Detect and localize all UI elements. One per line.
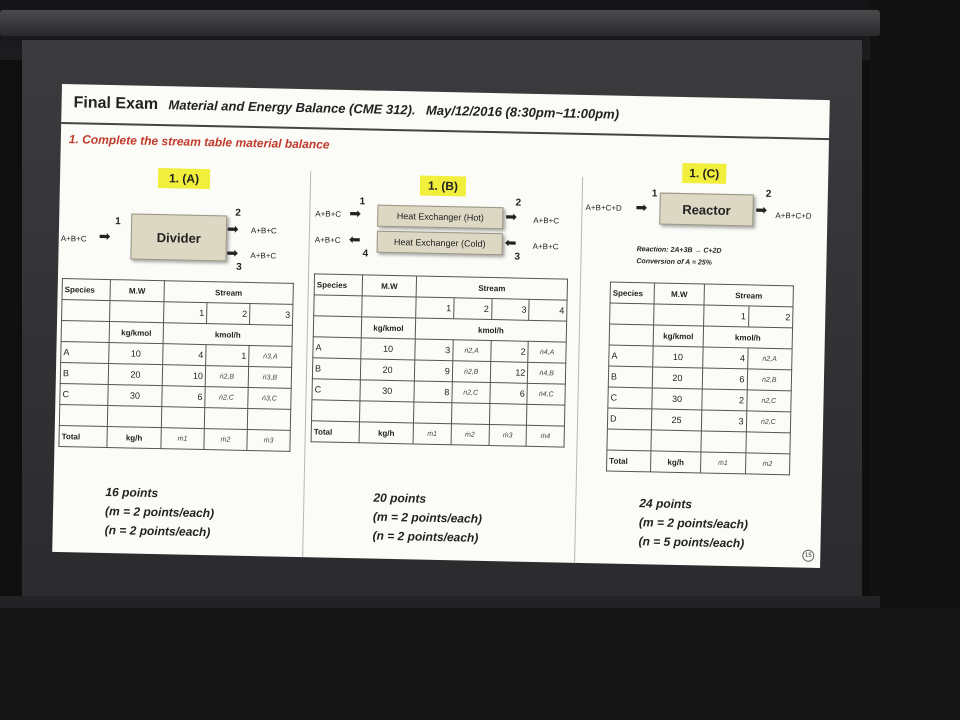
table-cell	[413, 402, 451, 424]
divider-stream-1-number: 1	[115, 216, 121, 228]
exam-date: May/12/2016 (8:30pm~11:00pm)	[425, 102, 620, 122]
reactor-stream-2-number: 2	[765, 188, 772, 200]
mass-flow-cell: ṁ1	[161, 428, 204, 450]
points-m-rule: (m = 2 points/each)	[372, 509, 483, 526]
table-cell	[314, 295, 362, 317]
mass-flow-cell: ṁ2	[204, 429, 247, 451]
mass-flow-cell: ṁ1	[413, 423, 451, 445]
heat-exchanger-hot-box: Heat Exchanger (Hot)	[377, 205, 503, 230]
stream-number-header: 1	[416, 297, 454, 319]
total-row	[59, 426, 290, 452]
unknown-flow-cell: ṅ2,B	[747, 369, 792, 391]
projector-screen-bottom-bar	[0, 596, 880, 608]
mw-unit: kg/kmol	[361, 317, 415, 339]
stream-header: Stream	[164, 281, 293, 305]
unknown-flow-cell: ṅ2,A	[453, 340, 491, 362]
unknown-flow-cell: ṅ4,A	[528, 341, 566, 363]
exam-title: Final Exam	[73, 94, 159, 114]
points-m-rule: (m = 2 points/each)	[104, 503, 215, 521]
species-cell: A	[61, 342, 109, 364]
stream-number-header: 2	[207, 303, 250, 325]
species-header: Species	[314, 274, 362, 296]
unknown-flow-cell: ṅ2,A	[747, 348, 792, 370]
species-cell: B	[312, 358, 360, 380]
heat-exchanger-cold-box: Heat Exchanger (Cold)	[377, 231, 503, 256]
table-cell	[247, 408, 290, 430]
hx-inlet-3-arrow: ⬅	[504, 234, 517, 251]
divider-out2-label: A+B+C	[250, 225, 277, 236]
part-c-points	[638, 494, 748, 553]
table-cell	[745, 432, 790, 454]
table-cell	[110, 301, 164, 323]
points-n-rule: (n = 5 points/each)	[638, 534, 745, 551]
table-cell	[204, 408, 247, 430]
hx-stream-4-number: 4	[362, 248, 369, 260]
stream-number-header: 3	[491, 299, 529, 321]
hx-inlet-1-label: A+B+C	[315, 209, 342, 219]
conversion-note: Conversion of A = 25%	[636, 258, 712, 267]
flow-cell: 2	[490, 341, 528, 363]
flow-cell: 6	[162, 386, 205, 408]
mw-cell: 20	[108, 364, 162, 386]
divider-stream-3-number: 3	[236, 261, 242, 273]
stream-table-c	[606, 282, 794, 476]
table-cell	[312, 400, 360, 422]
stream-number-header: 2	[453, 298, 491, 320]
hx-stream-3-number: 3	[514, 251, 521, 263]
mw-unit: kg/kmol	[653, 325, 703, 347]
reactor-outlet-label: A+B+C+D	[775, 210, 812, 221]
total-row	[607, 450, 790, 475]
flow-unit: kmol/h	[415, 318, 566, 342]
table-cell	[359, 401, 413, 423]
hx-stream-2-number: 2	[515, 197, 522, 209]
unknown-flow-cell: ṅ2,C	[746, 411, 791, 433]
mass-flow-cell: ṁ2	[745, 453, 790, 475]
divider-unit-box: Divider	[130, 213, 227, 261]
hx-inlet-3-label: A+B+C	[532, 241, 559, 252]
points-total: 20 points	[373, 490, 427, 506]
total-header: Total	[607, 450, 651, 472]
mw-cell: 20	[652, 367, 702, 389]
mw-cell: 10	[361, 338, 415, 360]
slide-number-badge: 15	[802, 550, 814, 562]
points-n-rule: (n = 2 points/each)	[104, 522, 211, 540]
hx-outlet-4-arrow: ⬅	[348, 231, 361, 248]
flow-cell: 3	[701, 410, 746, 432]
table-cell	[161, 407, 204, 429]
divider-feed-label: A+B+C	[60, 234, 87, 244]
table-cell	[62, 300, 110, 322]
mw-cell: 30	[652, 388, 702, 410]
flow-cell: 9	[414, 360, 452, 382]
stream-table-a	[58, 278, 293, 452]
part-a-tag: 1. (A)	[158, 168, 210, 189]
reaction-equation: Reaction: 2A+3B → C+2D	[636, 246, 722, 255]
unknown-flow-cell: ṅ2,B	[205, 366, 248, 388]
table-cell	[489, 404, 527, 426]
flow-cell: 3	[415, 339, 453, 361]
mass-flow-cell: ṁ1	[700, 452, 745, 474]
hx-outlet-2-arrow: ➡	[505, 208, 518, 225]
reactor-inlet-arrow: ➡	[635, 199, 648, 216]
species-header: Species	[62, 279, 110, 301]
species-cell: B	[60, 363, 108, 385]
species-cell: A	[313, 337, 361, 359]
stream-header: Stream	[416, 276, 567, 300]
mw-cell: 10	[653, 346, 703, 368]
part-b-points	[372, 489, 482, 548]
hx-outlet-2-label: A+B+C	[533, 215, 560, 226]
column-divider-ab	[302, 171, 311, 557]
species-cell: C	[312, 379, 360, 401]
table-cell	[451, 403, 489, 425]
total-unit: kg/h	[107, 427, 161, 449]
part-a-points	[104, 483, 214, 542]
mass-flow-cell: ṁ2	[451, 424, 489, 446]
unknown-flow-cell: ṅ3,B	[248, 366, 291, 388]
mw-header: M.W	[110, 280, 164, 302]
flow-cell: 4	[163, 344, 206, 366]
column-divider-bc	[574, 177, 583, 563]
table-cell	[607, 429, 651, 451]
divider-inlet-arrow: ➡	[98, 227, 111, 245]
unknown-flow-cell: ṅ2,B	[452, 361, 490, 383]
mw-header: M.W	[654, 283, 704, 305]
total-unit: kg/h	[359, 422, 413, 444]
stream-table-b	[311, 273, 568, 447]
stream-number-header: 4	[529, 299, 567, 321]
total-header: Total	[59, 426, 107, 448]
species-header: Species	[610, 282, 654, 304]
reactor-stream-1-number: 1	[651, 188, 658, 200]
divider-outlet-2-arrow: ➡	[226, 220, 239, 237]
mw-unit: kg/kmol	[109, 322, 163, 344]
unknown-flow-cell: ṅ3,C	[248, 387, 291, 409]
exam-slide	[52, 84, 830, 568]
flow-cell: 8	[414, 381, 452, 403]
table-cell	[654, 304, 704, 326]
flow-cell: 6	[702, 368, 747, 390]
flow-unit: kmol/h	[703, 326, 792, 349]
reactor-unit-box: Reactor	[659, 193, 754, 227]
part-c-tag: 1. (C)	[682, 163, 726, 184]
total-header: Total	[311, 421, 359, 443]
points-total: 24 points	[639, 496, 693, 512]
hx-outlet-4-label: A+B+C	[314, 235, 341, 245]
species-cell: C	[60, 384, 108, 406]
question-text: 1. Complete the stream table material balance	[68, 132, 330, 152]
points-n-rule: (n = 2 points/each)	[372, 528, 479, 545]
flow-cell: 4	[703, 347, 748, 369]
part-b-tag: 1. (B)	[420, 176, 466, 197]
course-title: Material and Energy Balance (CME 312).	[168, 97, 416, 118]
divider-out3-label: A+B+C	[250, 250, 277, 261]
mass-flow-cell: ṁ3	[247, 429, 290, 451]
flow-cell: 1	[206, 345, 249, 367]
table-cell	[651, 430, 701, 452]
unknown-flow-cell: ṅ4,C	[527, 383, 565, 405]
table-cell	[107, 406, 161, 428]
table-cell	[313, 316, 361, 338]
mass-flow-cell: ṁ3	[489, 425, 527, 447]
mw-cell: 20	[360, 359, 414, 381]
table-cell	[61, 321, 109, 343]
mw-header: M.W	[362, 275, 416, 297]
table-cell	[59, 405, 107, 427]
total-unit: kg/h	[651, 451, 701, 473]
stream-number-header: 1	[704, 305, 749, 327]
unknown-flow-cell: ṅ2,C	[746, 390, 791, 412]
flow-cell: 2	[702, 389, 747, 411]
room-floor	[0, 608, 960, 720]
table-cell	[527, 404, 565, 426]
mass-flow-cell: ṁ4	[526, 425, 564, 447]
points-total: 16 points	[105, 485, 159, 501]
total-row	[311, 421, 564, 447]
mw-cell: 30	[360, 380, 414, 402]
species-cell: D	[607, 408, 651, 430]
divider-outlet-3-arrow: ➡	[226, 244, 239, 261]
flow-unit: kmol/h	[163, 323, 292, 347]
stream-header: Stream	[704, 284, 793, 307]
mw-cell: 10	[109, 343, 163, 365]
table-cell	[609, 324, 653, 346]
points-m-rule: (m = 2 points/each)	[638, 515, 749, 532]
unknown-flow-cell: ṅ2,C	[205, 387, 248, 409]
unknown-flow-cell: ṅ3,A	[249, 345, 292, 367]
flow-cell: 12	[490, 362, 528, 384]
slide-title	[73, 94, 619, 123]
projector-screen-top-bar	[0, 10, 880, 36]
flow-cell: 10	[162, 365, 205, 387]
reactor-outlet-arrow: ➡	[755, 201, 768, 218]
mw-cell: 30	[108, 385, 162, 407]
table-cell	[610, 303, 654, 325]
divider-stream-2-number: 2	[235, 207, 242, 219]
species-cell: B	[608, 366, 652, 388]
mw-cell: 25	[651, 409, 701, 431]
reactor-feed-label: A+B+C+D	[585, 202, 622, 213]
hx-inlet-1-arrow: ➡	[349, 205, 362, 222]
stream-number-header: 3	[250, 303, 293, 325]
species-cell: A	[609, 345, 653, 367]
table-cell	[362, 296, 416, 318]
unknown-flow-cell: ṅ4,B	[528, 362, 566, 384]
unknown-flow-cell: ṅ2,C	[452, 382, 490, 404]
hx-stream-1-number: 1	[359, 196, 366, 208]
stream-number-header: 2	[748, 306, 793, 328]
stream-number-header: 1	[164, 302, 207, 324]
flow-cell: 6	[489, 383, 527, 405]
table-cell	[701, 431, 746, 453]
species-cell: C	[608, 387, 652, 409]
